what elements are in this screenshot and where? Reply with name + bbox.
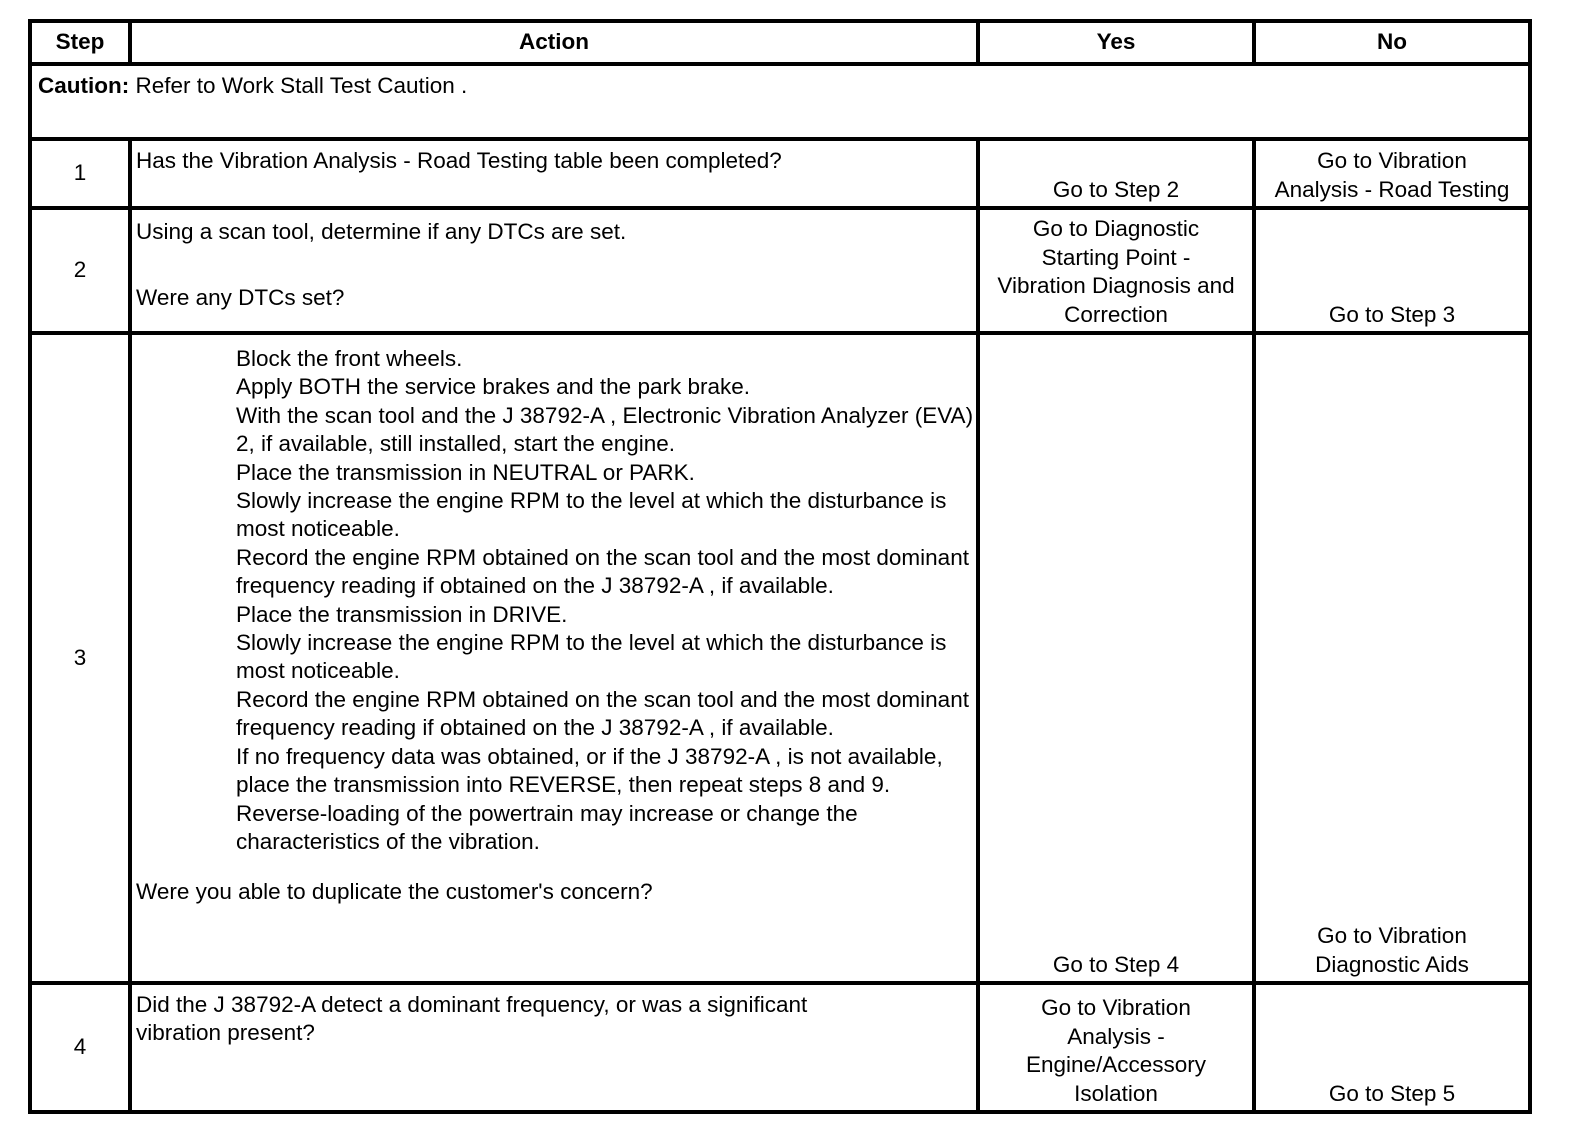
caution-cell <box>30 64 1530 139</box>
procedure-step: Place the transmission in DRIVE. <box>236 601 568 627</box>
yes-text-line: Go to Diagnostic <box>1032 216 1200 242</box>
yes-text-line: Go to Vibration <box>1041 995 1191 1021</box>
table-row <box>30 139 1530 208</box>
procedure-step: Record the engine RPM obtained on the scan tool and the most dominant frequency reading if obtained on the J 38792-A , if available. <box>236 544 969 599</box>
step-number: 3 <box>30 333 130 983</box>
table-row <box>30 333 1530 983</box>
yes-cell <box>978 983 1254 1112</box>
no-text-line: Go to Vibration <box>1317 148 1467 174</box>
yes-cell <box>978 139 1254 208</box>
procedure-step: Block the front wheels. <box>236 346 463 371</box>
action-cell <box>130 983 978 1112</box>
action-text: Has the Vibration Analysis - Road Testing table been completed? <box>136 148 782 173</box>
action-question: Were any DTCs set? <box>136 285 345 311</box>
no-text-line: Analysis - Road Testing <box>1274 176 1510 202</box>
no-text-line: Go to Vibration <box>1317 923 1467 949</box>
no-text: Go to Step 3 <box>1328 301 1456 327</box>
step-number: 2 <box>30 208 130 333</box>
table-row <box>30 208 1530 333</box>
step-number: 1 <box>30 139 130 208</box>
yes-cell <box>978 208 1254 333</box>
action-text: Did the J 38792-A detect a dominant frequency, or was a significant vibration present? <box>136 992 808 1046</box>
procedure-step: With the scan tool and the J 38792-A , Electronic Vibration Analyzer (EVA) 2, if available, still installed, start the engine. <box>236 402 974 457</box>
yes-text-line: Analysis - <box>1067 1023 1165 1049</box>
caution-text: Refer to Work Stall Test Caution . <box>129 73 468 98</box>
yes-text-line: Isolation <box>1074 1080 1158 1106</box>
no-text-line: Diagnostic Aids <box>1315 951 1469 977</box>
no-cell <box>1254 139 1530 208</box>
yes-text: Go to Step 2 <box>1052 176 1180 202</box>
procedure-steps <box>136 345 974 856</box>
no-cell <box>1254 208 1530 333</box>
action-cell <box>130 333 978 983</box>
table-row <box>30 983 1530 1112</box>
step-number: 4 <box>30 983 130 1112</box>
procedure-step: Place the transmission in NEUTRAL or PARK. <box>236 459 695 485</box>
yes-text-line: Correction <box>1064 301 1168 327</box>
caution-label: Caution: <box>38 73 130 98</box>
header-no: No <box>1254 21 1530 64</box>
yes-text-line: Starting Point - <box>1041 244 1191 270</box>
action-cell <box>130 139 978 208</box>
caution-row <box>30 64 1530 139</box>
header-row <box>30 21 1530 64</box>
action-cell <box>130 208 978 333</box>
procedure-step: Record the engine RPM obtained on the scan tool and the most dominant frequency reading if obtained on the J 38792-A , if available. <box>236 686 969 741</box>
procedure-step: Slowly increase the engine RPM to the level at which the disturbance is most noticeable. <box>236 488 947 542</box>
yes-text-line: Vibration Diagnosis and <box>997 273 1235 299</box>
diagnostic-table <box>28 19 1532 1114</box>
header-yes: Yes <box>978 21 1254 64</box>
no-cell <box>1254 983 1530 1112</box>
procedure-step: Slowly increase the engine RPM to the level at which the disturbance is most noticeable. <box>236 630 947 684</box>
header-step: Step <box>30 21 130 64</box>
yes-text: Go to Step 4 <box>1052 951 1180 977</box>
yes-cell <box>978 333 1254 983</box>
procedure-step: Apply BOTH the service brakes and the park brake. <box>236 374 750 400</box>
action-question: Were you able to duplicate the customer's concern? <box>136 879 653 905</box>
header-action: Action <box>130 21 978 64</box>
procedure-step: If no frequency data was obtained, or if the J 38792-A , is not available, place the transmission into REVERSE, then repeat steps 8 and 9. Reverse-loading of the powertrain may increase or change the characteristics of the vibration. <box>236 743 943 854</box>
no-text: Go to Step 5 <box>1328 1080 1456 1106</box>
no-cell <box>1254 333 1530 983</box>
action-text: Using a scan tool, determine if any DTCs are set. <box>136 219 627 244</box>
yes-text-line: Engine/Accessory <box>1025 1052 1207 1078</box>
